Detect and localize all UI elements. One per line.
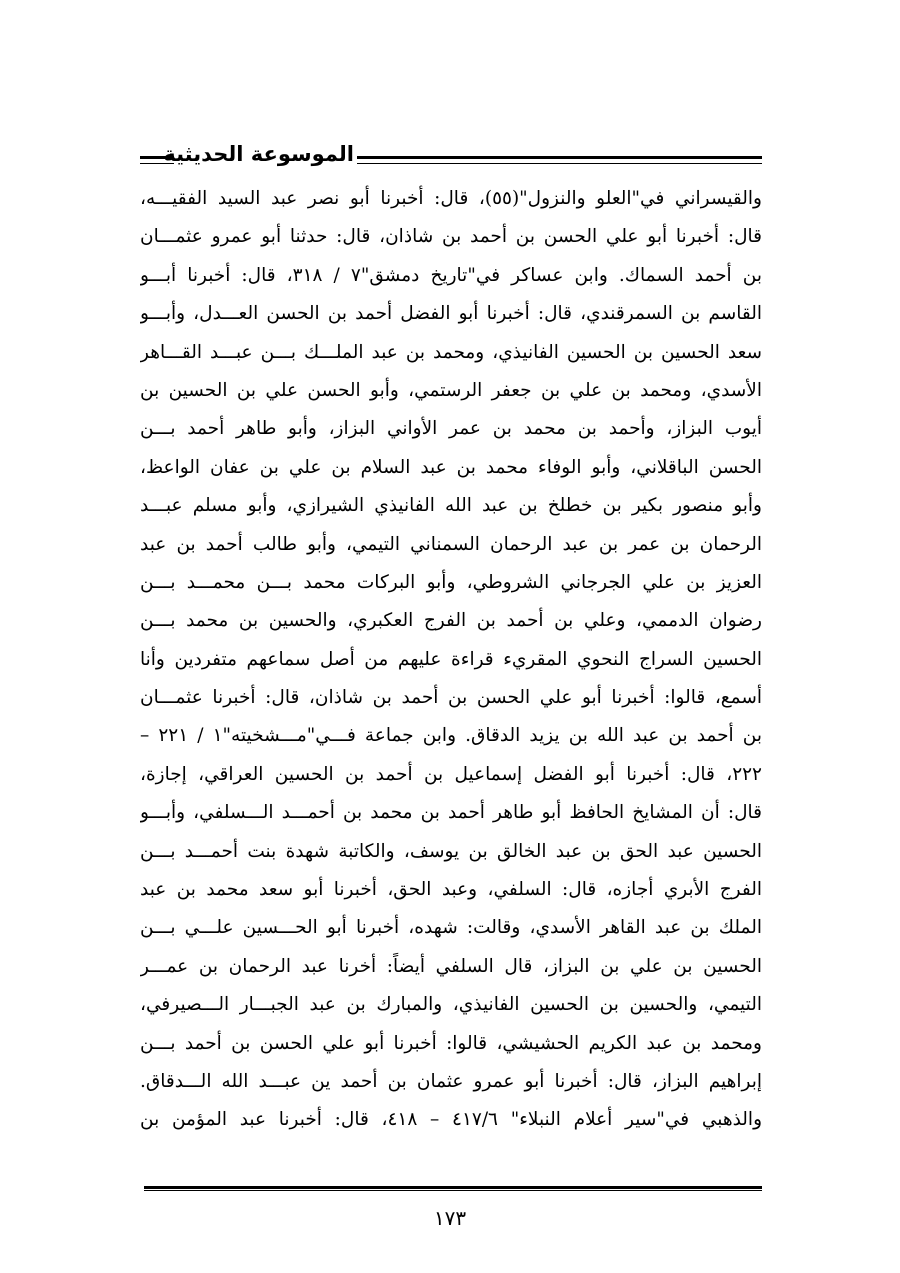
text-line: الحسين بن علي بن البزاز، قال السلفي أيضاً: أخرنا عبد الرحمان بن عمـــر — [140, 955, 762, 977]
text-line: والقيسراني في"العلو والنزول"(٥٥)، قال: أخبرنا أبو نصر عبد السيد الفقيـــه، — [140, 188, 762, 209]
text-line: الحسين عبد الحق بن عبد الخالق بن يوسف، والكاتبة شهدة بنت أحمـــد بـــن — [140, 840, 762, 862]
text-line: ٢٢٢، قال: أخبرنا أبو الفضل إسماعيل بن أحمد بن الحسين العراقي، إجازة، — [140, 763, 762, 785]
header-title: الموسوعة الحديثية — [163, 142, 354, 166]
body-text — [140, 180, 762, 1140]
text-line: القاسم بن السمرقندي، قال: أخبرنا أبو الفضل أحمد بن الحسن العـــدل، وأبـــو — [140, 303, 762, 325]
text-line: قال: أن المشايخ الحافظ أبو طاهر أحمد بن محمد بن أحمـــد الـــسلفي، وأبـــو — [140, 802, 762, 824]
text-line: بن أحمد بن عبد الله بن يزيد الدقاق. وابن جماعة فـــي"مـــشخيته"١ / ٢٢١ – — [140, 725, 762, 747]
text-line: الرحمان بن عمر بن عبد الرحمان السمناني التيمي، وأبو طالب أحمد بن عبد — [140, 533, 762, 555]
text-line: سعد الحسين بن الحسين الفانيذي، ومحمد بن عبد الملـــك بـــن عبـــد القـــاهر — [140, 341, 762, 363]
header-rule-right — [357, 156, 762, 164]
text-line: بن أحمد السماك. وابن عساكر في"تاريخ دمشق"٧ / ٣١٨، قال: أخبرنا أبـــو — [140, 264, 762, 286]
text-line: إبراهيم البزاز، قال: أخبرنا أبو عمرو عثمان بن أحمد ين عبـــد الله الـــدقاق. — [140, 1070, 762, 1092]
page-number: ١٧٣ — [433, 1206, 467, 1230]
text-line: رضوان الدممي، وعلي بن أحمد بن الفرج العكبري، والحسين بن محمد بـــن — [140, 610, 762, 632]
header-rule-left — [140, 156, 174, 164]
text-line: الحسين السراج النحوي المقريء قراءة عليهم من أصل سماعهم متفردين وأنا — [140, 648, 762, 670]
text-line: الأسدي، ومحمد بن علي بن جعفر الرستمي، وأبو الحسن علي بن الحسين بن — [140, 379, 762, 401]
text-line: والذهبي في"سير أعلام النبلاء" ٤١٧/٦ – ٤١٨، قال: أخبرنا عبد المؤمن بن — [140, 1109, 762, 1131]
footer-rule — [144, 1186, 762, 1191]
text-line: الملك بن عبد القاهر الأسدي، وقالت: شهده، أخبرنا أبو الحـــسين علـــي بـــن — [140, 917, 762, 939]
text-line: ومحمد بن عبد الكريم الحشيشي، قالوا: أخبرنا أبو علي الحسن بن أحمد بـــن — [140, 1032, 762, 1054]
text-line: قال: أخبرنا أبو علي الحسن بن أحمد بن شاذان، قال: حدثنا أبو عمرو عثمـــان — [140, 226, 762, 248]
text-line: وأبو منصور بكير بن خطلخ بن عبد الله الفانيذي الشيرازي، وأبو مسلم عبـــد — [140, 495, 762, 517]
running-header — [140, 140, 762, 176]
text-line: التيمي، والحسين بن الحسين الفانيذي، والمبارك بن عبد الجبـــار الـــصيرفي، — [140, 994, 762, 1016]
text-line: أسمع، قالوا: أخبرنا أبو علي الحسن بن أحمد بن شاذان، قال: أخبرنا عثمـــان — [140, 687, 762, 709]
text-line: الحسن الباقلاني، وأبو الوفاء محمد بن عبد السلام بن علي بن عفان الواعظ، — [140, 456, 762, 478]
text-line: أيوب البزاز، وأحمد بن محمد بن عمر الأواني البزاز، وأبو طاهر أحمد بـــن — [140, 418, 762, 440]
text-line: العزيز بن علي الجرجاني الشروطي، وأبو البركات محمد بـــن محمـــد بـــن — [140, 571, 762, 593]
text-line: الفرج الأبري أجازه، قال: السلفي، وعبد الحق، أخبرنا أبو سعد محمد بن عبد — [140, 879, 762, 901]
